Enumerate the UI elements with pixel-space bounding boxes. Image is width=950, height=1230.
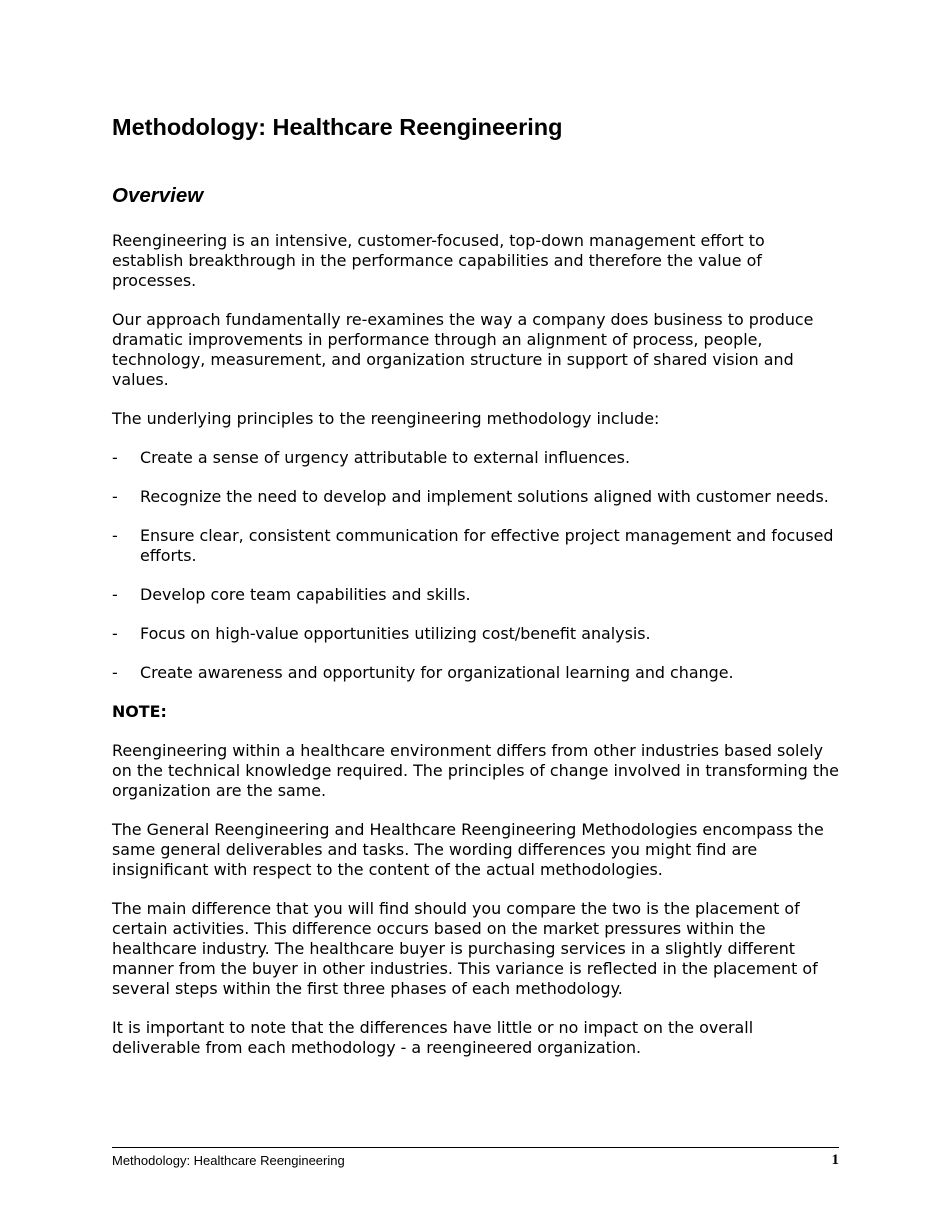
list-item xyxy=(112,585,839,605)
footer-divider xyxy=(112,1147,839,1148)
section-heading-overview: Overview xyxy=(112,184,204,207)
page-number: 1 xyxy=(831,1152,839,1168)
paragraph: Our approach fundamentally re-examines the way a company does business to produce dramatic improvements in performance through an alignment of process, people, technology, measurement, and organization structure in support of shared vision and values. xyxy=(112,310,814,389)
list-item xyxy=(112,487,839,507)
document-page xyxy=(112,0,839,1230)
bullet-marker: - xyxy=(112,585,118,604)
bullet-marker: - xyxy=(112,663,118,682)
list-item xyxy=(112,448,839,468)
paragraph: It is important to note that the differences have little or no impact on the overall deliverable from each methodology - a reengineered organization. xyxy=(112,1018,754,1057)
page-title: Methodology: Healthcare Reengineering xyxy=(112,114,563,140)
note-label: NOTE: xyxy=(112,702,167,721)
document-body xyxy=(112,231,839,1077)
bullet-marker: - xyxy=(112,526,118,545)
list-item-text: Create a sense of urgency attributable to external influences. xyxy=(140,448,630,467)
paragraph: Reengineering within a healthcare environment differs from other industries based solely on the technical knowledge required. The principles of change involved in transforming the organization are the same. xyxy=(112,741,839,800)
list-item-text: Ensure clear, consistent communication for effective project management and focused efforts. xyxy=(140,526,834,565)
list-item xyxy=(112,663,839,683)
list-item xyxy=(112,526,839,566)
paragraph: Reengineering is an intensive, customer-focused, top-down management effort to establish breakthrough in the performance capabilities and therefore the value of processes. xyxy=(112,231,765,290)
bullet-marker: - xyxy=(112,448,118,467)
list-item-text: Develop core team capabilities and skills. xyxy=(140,585,471,604)
bullet-marker: - xyxy=(112,487,118,506)
paragraph: The General Reengineering and Healthcare Reengineering Methodologies encompass the same general deliverables and tasks. The wording differences you might find are insignificant with respect to the content of the actual methodologies. xyxy=(112,820,824,879)
list-item-text: Recognize the need to develop and implement solutions aligned with customer needs. xyxy=(140,487,829,506)
bullet-marker: - xyxy=(112,624,118,643)
paragraph: The underlying principles to the reengineering methodology include: xyxy=(112,409,660,428)
footer-title: Methodology: Healthcare Reengineering xyxy=(112,1153,345,1168)
list-item xyxy=(112,624,839,644)
paragraph: The main difference that you will find should you compare the two is the placement of certain activities. This difference occurs based on the market pressures within the healthcare industry. The healthcare buyer is purchasing services in a slightly different manner from the buyer in other industries. This variance is reflected in the placement of several steps within the first three phases of each methodology. xyxy=(112,899,818,998)
list-item-text: Create awareness and opportunity for organizational learning and change. xyxy=(140,663,734,682)
list-item-text: Focus on high-value opportunities utilizing cost/benefit analysis. xyxy=(140,624,651,643)
